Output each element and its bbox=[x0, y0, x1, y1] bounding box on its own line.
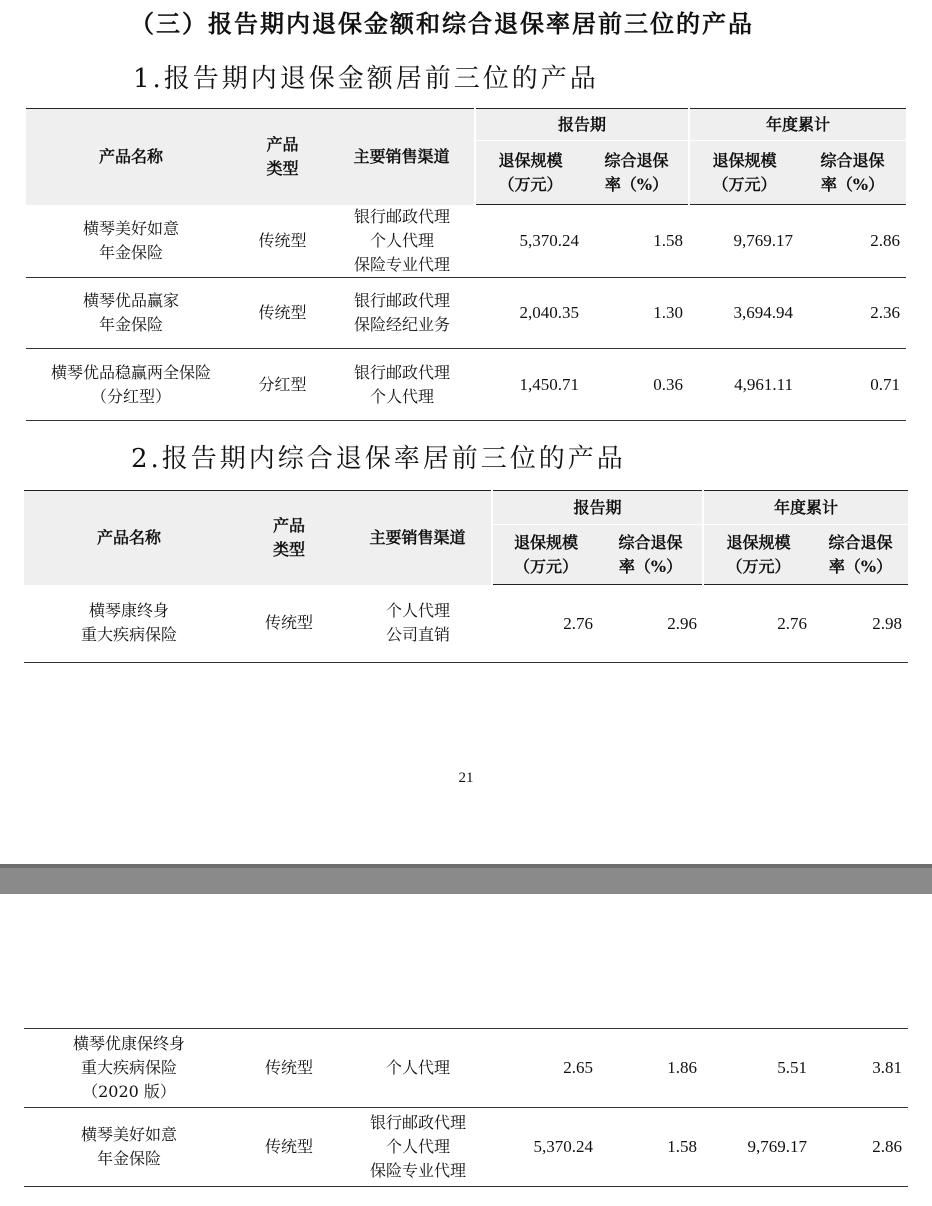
product-type-cell: 传统型 bbox=[236, 205, 329, 278]
annual-scale-cell: 3,694.94 bbox=[689, 278, 799, 349]
header-period-rate: 综合退保 率（%） bbox=[599, 525, 703, 585]
table-row bbox=[24, 585, 908, 663]
subsection-2-title: 2.报告期内综合退保率居前三位的产品 bbox=[131, 444, 626, 474]
product-type-cell: 传统型 bbox=[236, 278, 329, 349]
table-row bbox=[24, 1029, 908, 1108]
product-name-cell: 横琴优品稳赢两全保险 （分红型） bbox=[26, 349, 236, 421]
channel-cell: 银行邮政代理 个人代理 bbox=[329, 349, 475, 421]
top-surrender-amount-table bbox=[26, 108, 906, 421]
annual-scale-cell: 5.51 bbox=[703, 1029, 813, 1108]
product-type-cell: 分红型 bbox=[236, 349, 329, 421]
period-rate-cell: 1.86 bbox=[599, 1029, 703, 1108]
annual-scale-cell: 9,769.17 bbox=[689, 205, 799, 278]
period-scale-cell: 2.76 bbox=[492, 585, 599, 663]
table-row bbox=[26, 349, 906, 421]
table-row bbox=[26, 205, 906, 278]
product-name-cell: 横琴美好如意 年金保险 bbox=[26, 205, 236, 278]
period-rate-cell: 1.58 bbox=[585, 205, 689, 278]
product-name-cell: 横琴优品赢家 年金保险 bbox=[26, 278, 236, 349]
header-period: 报告期 bbox=[492, 491, 703, 525]
header-period-scale: 退保规模 （万元） bbox=[492, 525, 599, 585]
product-type-cell: 传统型 bbox=[234, 585, 344, 663]
continued-rate-table bbox=[24, 1028, 908, 1187]
period-rate-cell: 1.58 bbox=[599, 1108, 703, 1187]
header-period-rate: 综合退保 率（%） bbox=[585, 141, 689, 205]
subsection-1-title: 1.报告期内退保金额居前三位的产品 bbox=[133, 64, 599, 94]
header-annual-rate: 综合退保 率（%） bbox=[813, 525, 908, 585]
period-scale-cell: 2,040.35 bbox=[475, 278, 585, 349]
header-annual-rate: 综合退保 率（%） bbox=[799, 141, 906, 205]
period-scale-cell: 5,370.24 bbox=[492, 1108, 599, 1187]
product-name-cell: 横琴美好如意 年金保险 bbox=[24, 1108, 234, 1187]
header-channel: 主要销售渠道 bbox=[329, 109, 475, 205]
header-period: 报告期 bbox=[475, 109, 689, 141]
header-product-name: 产品名称 bbox=[24, 491, 234, 585]
header-annual: 年度累计 bbox=[689, 109, 906, 141]
header-product-name: 产品名称 bbox=[26, 109, 236, 205]
period-scale-cell: 1,450.71 bbox=[475, 349, 585, 421]
table-row bbox=[26, 278, 906, 349]
header-product-type: 产品 类型 bbox=[234, 491, 344, 585]
annual-rate-cell: 2.36 bbox=[799, 278, 906, 349]
annual-scale-cell: 2.76 bbox=[703, 585, 813, 663]
page-number: 21 bbox=[458, 770, 474, 786]
header-channel: 主要销售渠道 bbox=[344, 491, 492, 585]
annual-rate-cell: 2.98 bbox=[813, 585, 908, 663]
annual-rate-cell: 2.86 bbox=[799, 205, 906, 278]
product-type-cell: 传统型 bbox=[234, 1108, 344, 1187]
annual-rate-cell: 3.81 bbox=[813, 1029, 908, 1108]
header-annual-scale: 退保规模 （万元） bbox=[689, 141, 799, 205]
top-surrender-rate-table bbox=[24, 490, 908, 663]
product-name-cell: 横琴康终身 重大疾病保险 bbox=[24, 585, 234, 663]
annual-rate-cell: 2.86 bbox=[813, 1108, 908, 1187]
annual-scale-cell: 4,961.11 bbox=[689, 349, 799, 421]
channel-cell: 银行邮政代理 个人代理 保险专业代理 bbox=[329, 205, 475, 278]
table-row bbox=[24, 1108, 908, 1187]
channel-cell: 个人代理 公司直销 bbox=[344, 585, 492, 663]
channel-cell: 个人代理 bbox=[344, 1029, 492, 1108]
annual-rate-cell: 0.71 bbox=[799, 349, 906, 421]
annual-scale-cell: 9,769.17 bbox=[703, 1108, 813, 1187]
period-scale-cell: 2.65 bbox=[492, 1029, 599, 1108]
product-name-cell: 横琴优康保终身 重大疾病保险 （2020 版） bbox=[24, 1029, 234, 1108]
period-rate-cell: 1.30 bbox=[585, 278, 689, 349]
header-annual: 年度累计 bbox=[703, 491, 908, 525]
channel-cell: 银行邮政代理 保险经纪业务 bbox=[329, 278, 475, 349]
header-period-scale: 退保规模 （万元） bbox=[475, 141, 585, 205]
header-product-type: 产品 类型 bbox=[236, 109, 329, 205]
section-title: （三）报告期内退保金额和综合退保率居前三位的产品 bbox=[130, 9, 754, 38]
period-scale-cell: 5,370.24 bbox=[475, 205, 585, 278]
channel-cell: 银行邮政代理 个人代理 保险专业代理 bbox=[344, 1108, 492, 1187]
product-type-cell: 传统型 bbox=[234, 1029, 344, 1108]
header-annual-scale: 退保规模 （万元） bbox=[703, 525, 813, 585]
page-divider bbox=[0, 864, 932, 894]
period-rate-cell: 0.36 bbox=[585, 349, 689, 421]
period-rate-cell: 2.96 bbox=[599, 585, 703, 663]
